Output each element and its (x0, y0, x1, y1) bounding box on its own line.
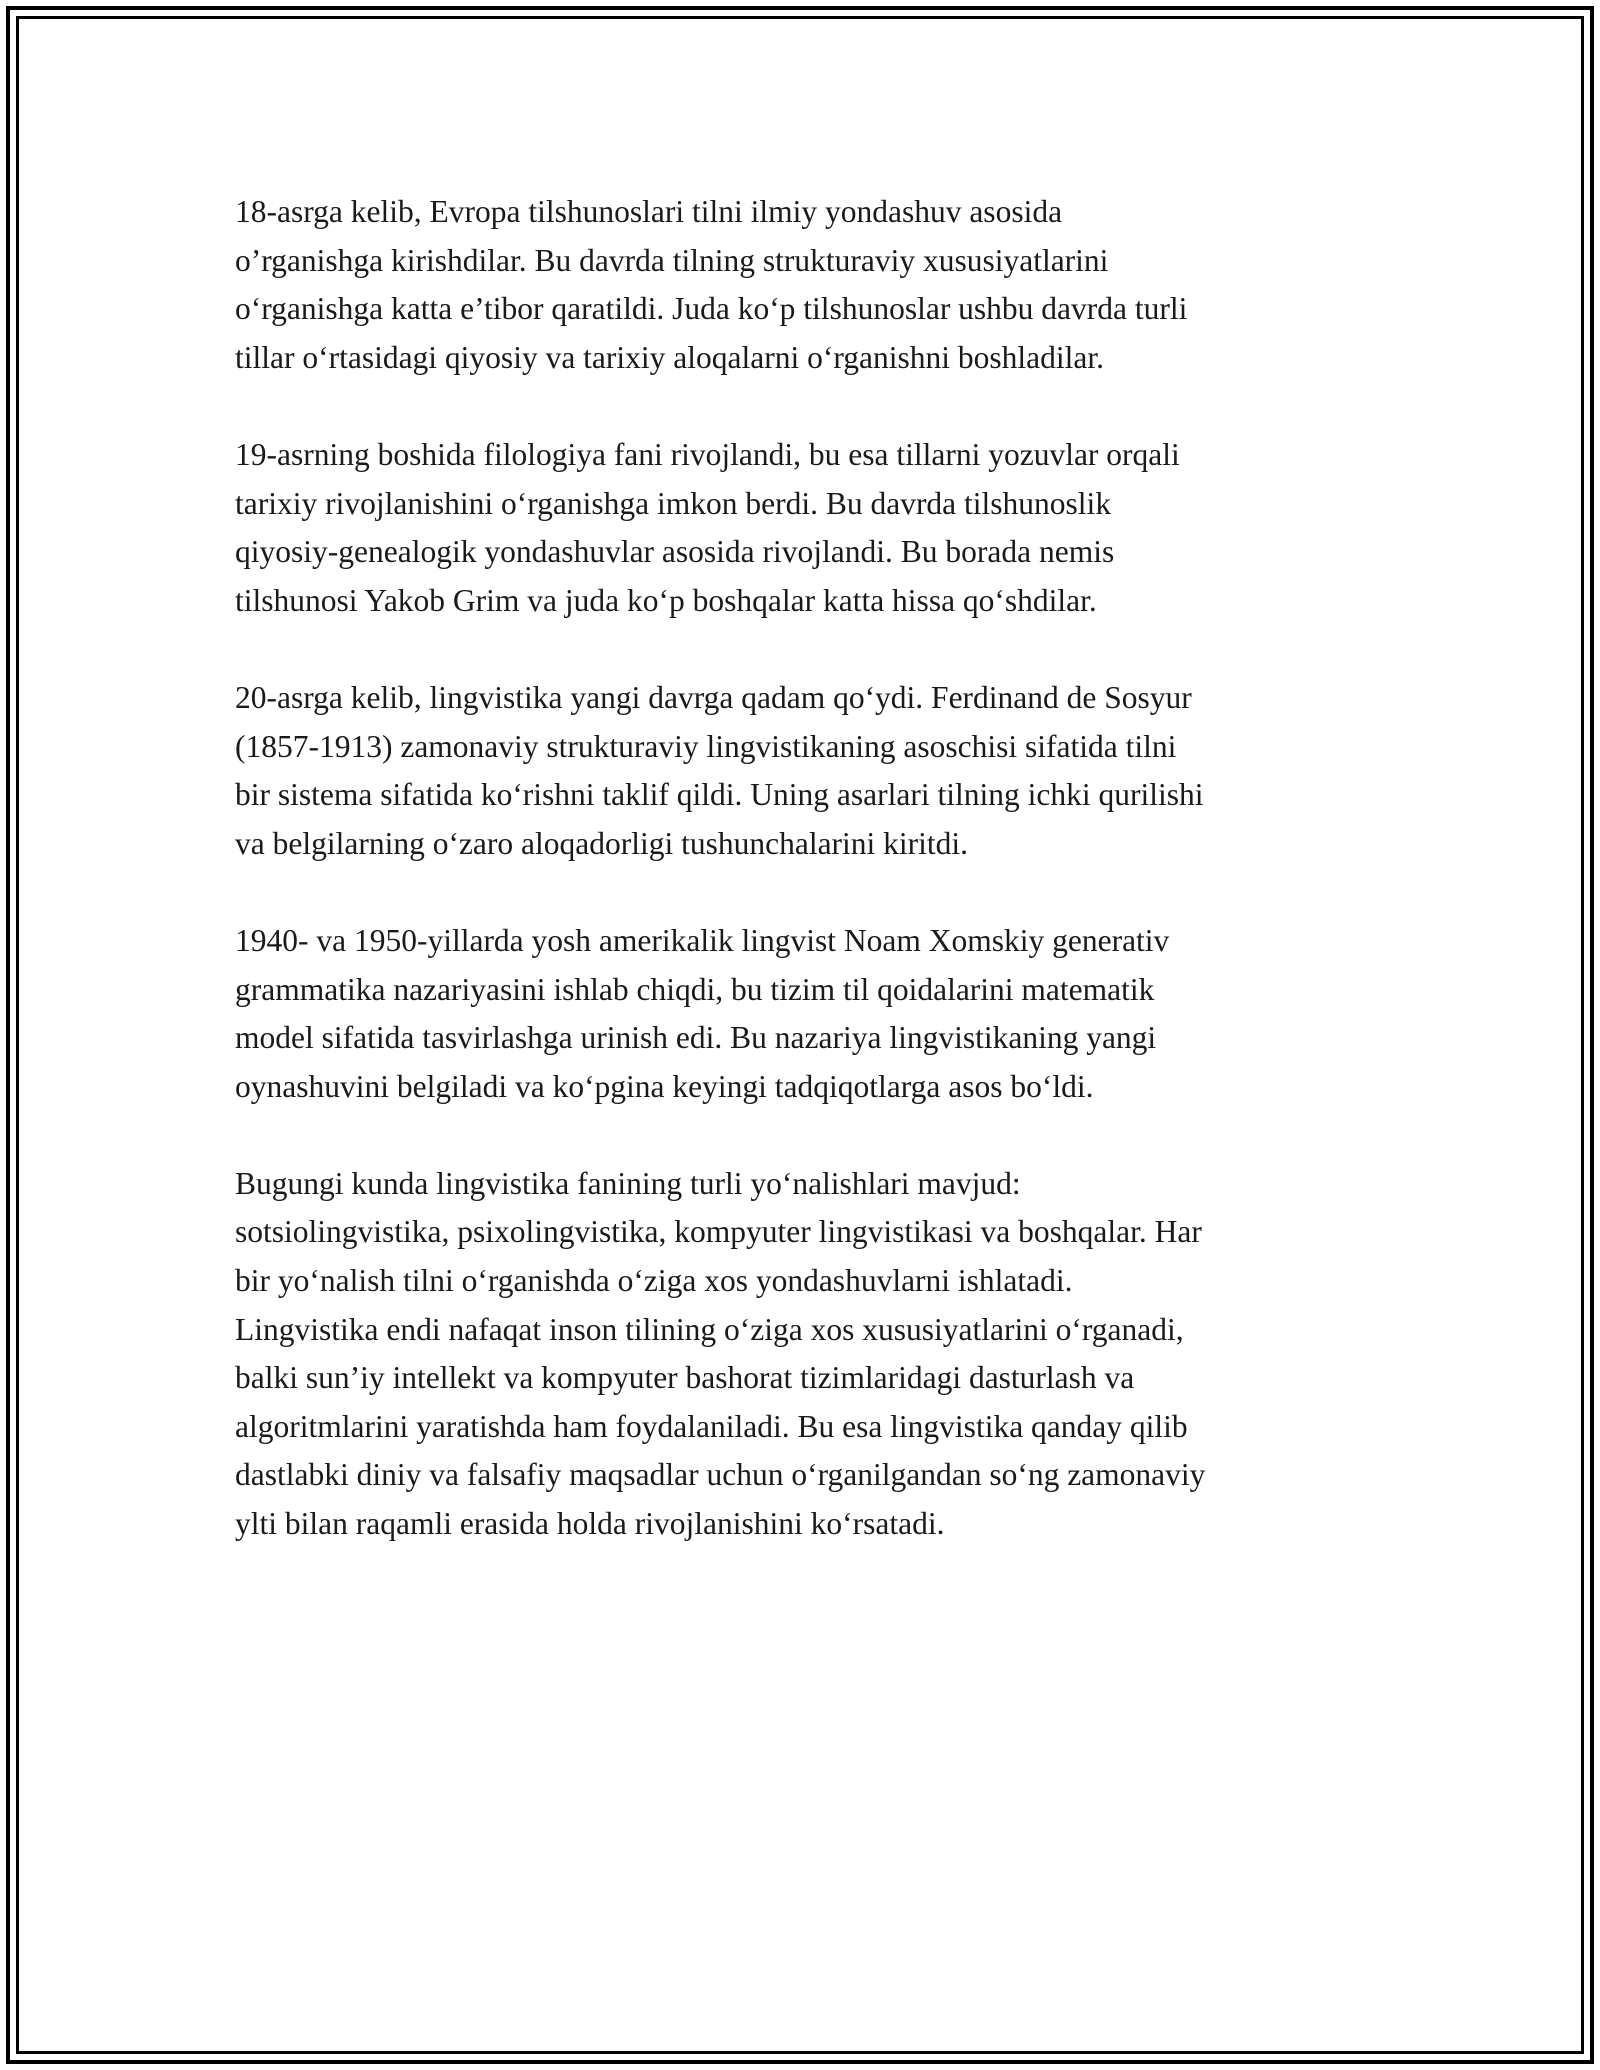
text-line: oynashuvini belgiladi va ko‘pgina keyingi tadqiqotlarga asos bo‘ldi. (235, 1068, 1094, 1104)
text-line: Bugungi kunda lingvistika fanining turli yo‘nalishlari mavjud: (235, 1165, 1021, 1201)
text-line: sotsiolingvistika, psixolingvistika, kompyuter lingvistikasi va boshqalar. Har (235, 1214, 1202, 1250)
text-line: tarixiy rivojlanishini o‘rganishga imkon berdi. Bu davrda tilshunoslik (235, 485, 1112, 521)
text-line: tillar o‘rtasidagi qiyosiy va tarixiy aloqalarni o‘rganishni boshladilar. (235, 339, 1104, 375)
text-line: qiyosiy-genealogik yondashuvlar asosida rivojlandi. Bu borada nemis (235, 534, 1115, 570)
paragraph-today (235, 1160, 1395, 1549)
paragraph-18th-century (235, 188, 1395, 382)
text-line: o‘rganishga katta e’tibor qaratildi. Juda ko‘p tilshunoslar ushbu davrda turli (235, 291, 1188, 327)
text-line: o’rganishga kirishdilar. Bu davrda tilning strukturaviy xususiyatlarini (235, 242, 1109, 278)
text-line: (1857-1913) zamonaviy strukturaviy lingvistikaning asoschisi sifatida tilni (235, 728, 1177, 764)
text-line: 19-asrning boshida filologiya fani rivojlandi, bu esa tillarni yozuvlar orqali (235, 436, 1180, 472)
text-line: Lingvistika endi nafaqat inson tilining o‘ziga xos xususiyatlarini o‘rganadi, (235, 1311, 1184, 1347)
document-body (235, 188, 1395, 1597)
text-line: tilshunosi Yakob Grim va juda ko‘p boshqalar katta hissa qo‘shdilar. (235, 582, 1097, 618)
text-line: dastlabki diniy va falsafiy maqsadlar uchun o‘rganilgandan so‘ng zamonaviy (235, 1457, 1206, 1493)
text-line: grammatika nazariyasini ishlab chiqdi, bu tizim til qoidalarini matematik (235, 971, 1155, 1007)
text-line: algoritmlarini yaratishda ham foydalaniladi. Bu esa lingvistika qanday qilib (235, 1408, 1188, 1444)
paragraph-20th-century (235, 674, 1395, 868)
text-line: 1940- va 1950-yillarda yosh amerikalik lingvist Noam Xomskiy generativ (235, 922, 1170, 958)
paragraph-1940s-1950s (235, 917, 1395, 1111)
text-line: balki sun’iy intellekt va kompyuter bashorat tizimlaridagi dasturlash va (235, 1360, 1135, 1396)
text-line: 20-asrga kelib, lingvistika yangi davrga qadam qo‘ydi. Ferdinand de Sosyur (235, 679, 1192, 715)
paragraph-19th-century (235, 431, 1395, 625)
text-line: va belgilarning o‘zaro aloqadorligi tushunchalarini kiritdi. (235, 825, 969, 861)
text-line: bir yo‘nalish tilni o‘rganishda o‘ziga xos yondashuvlarni ishlatadi. (235, 1263, 1073, 1299)
text-line: 18-asrga kelib, Evropa tilshunoslari tilni ilmiy yondashuv asosida (235, 194, 1063, 229)
text-line: model sifatida tasvirlashga urinish edi. Bu nazariya lingvistikaning yangi (235, 1020, 1157, 1056)
text-line: ylti bilan raqamli erasida holda rivojlanishini ko‘rsatadi. (235, 1506, 945, 1542)
text-line: bir sistema sifatida ko‘rishni taklif qildi. Uning asarlari tilning ichki qurilishi (235, 777, 1204, 813)
